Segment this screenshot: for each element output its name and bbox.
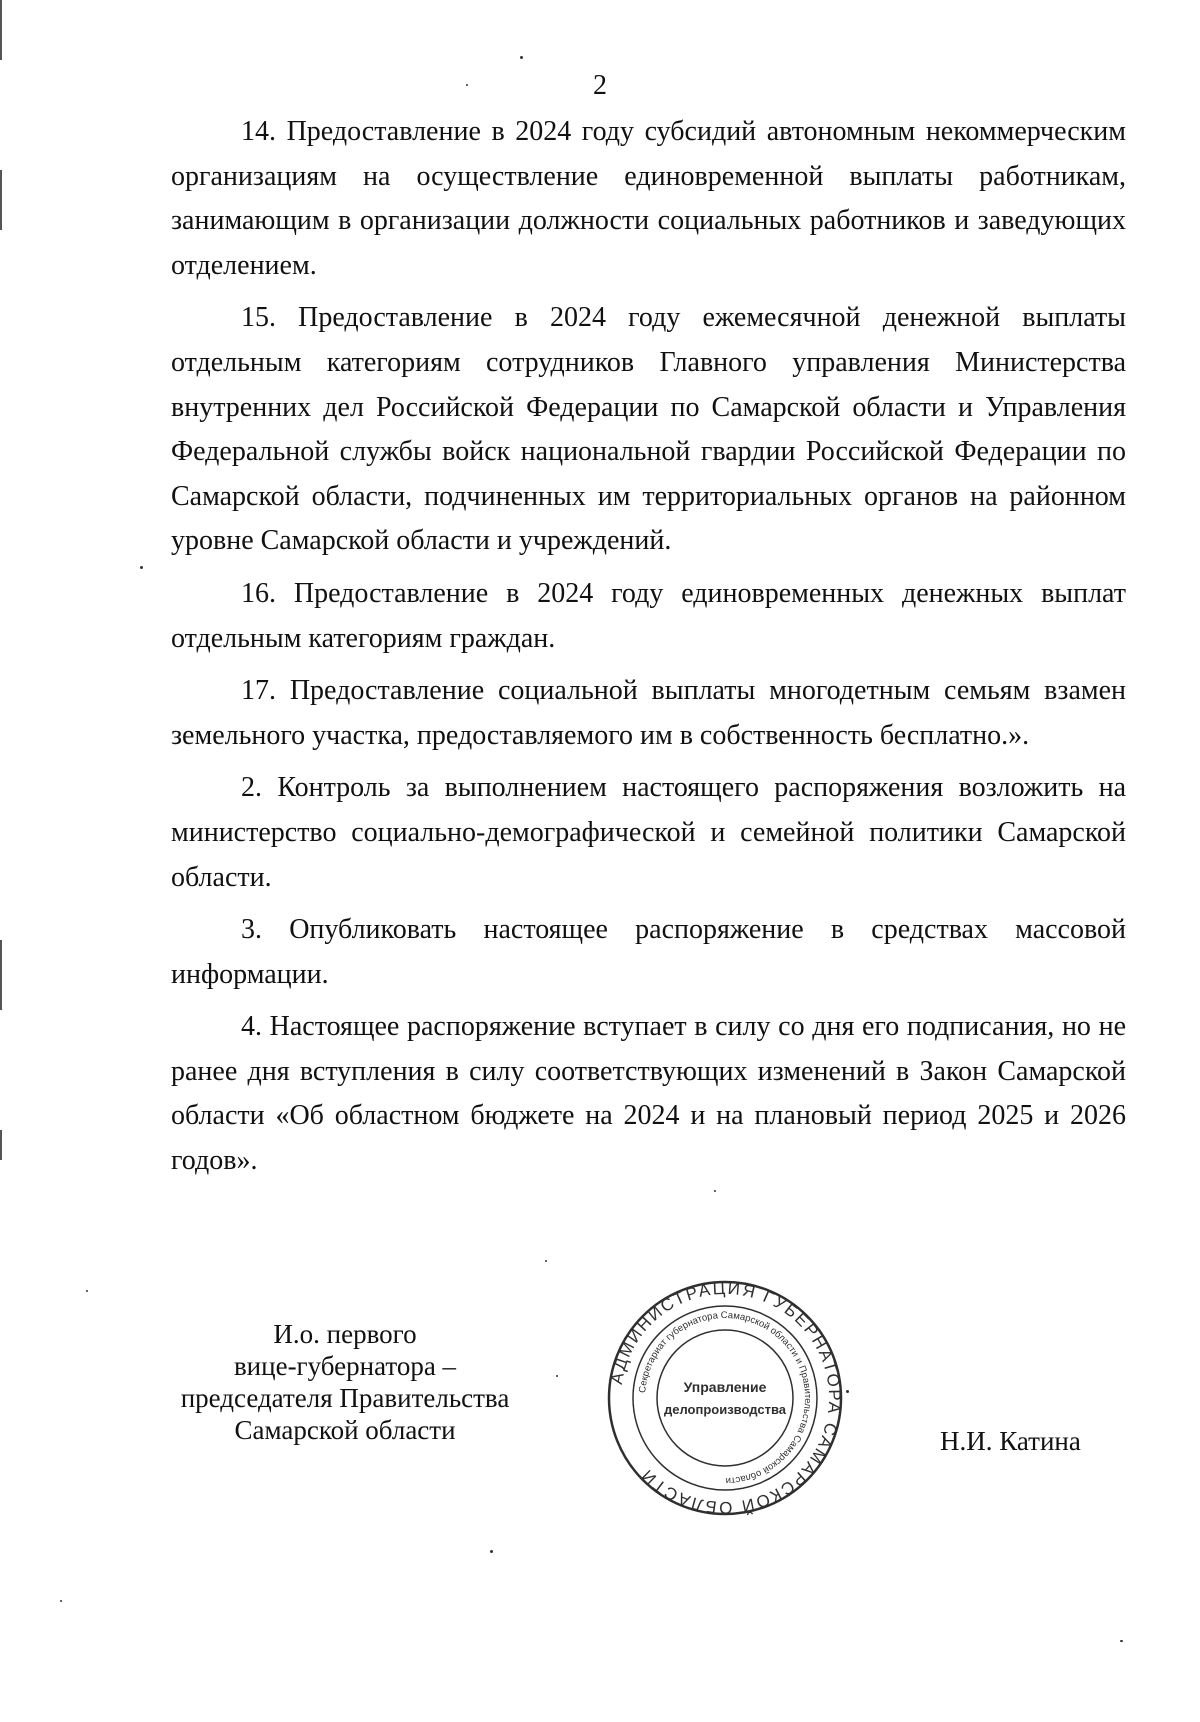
seal-center-line-2: делопроизводства	[663, 1402, 787, 1417]
seal-inner-text: Секретариат губернатора Самарской области и Правительства Самарской области	[637, 1309, 814, 1487]
scan-speck	[846, 1390, 849, 1393]
scan-edge-mark	[0, 170, 2, 230]
document-body	[171, 110, 1126, 1192]
seal-middle-ring	[633, 1306, 817, 1490]
seal-inner-ring	[657, 1330, 793, 1466]
scan-speck	[714, 1190, 716, 1192]
scan-speck	[86, 1290, 88, 1292]
signatory-title-line: председателя Правительства	[180, 1383, 510, 1413]
signatory-title-line: вице-губернатора –	[233, 1351, 457, 1381]
scan-speck	[490, 1550, 493, 1553]
scan-edge-mark	[0, 1130, 2, 1160]
paragraph-control: 2. Контроль за выполнением настоящего распоряжения возложить на министерство социально-демографической и семейной политики Самарской области.	[171, 772, 1126, 893]
scan-speck	[520, 56, 523, 59]
signatory-name: Н.И. Катина	[940, 1426, 1081, 1456]
paragraph-16: 16. Предоставление в 2024 году единовременных денежных выплат отдельным категориям граждан.	[171, 577, 1126, 654]
scan-speck	[140, 566, 143, 569]
page-number: 2	[593, 70, 607, 101]
scan-speck	[556, 1375, 558, 1377]
paragraph-17: 17. Предоставление социальной выплаты многодетным семьям взамен земельного участка, предоставляемого им в собственность бесплатно.».	[171, 675, 1126, 751]
scan-speck	[545, 1260, 547, 1262]
scan-speck	[1120, 1640, 1123, 1642]
signatory-title-line: Самарской области	[234, 1415, 456, 1445]
paragraph-effective: 4. Настоящее распоряжение вступает в силу со дня его подписания, но не ранее дня вступления в силу соответствующих изменений в Закон Самарской области «Об областном бюджете на 2024 и на плановый период 2025 и 2026 годов».	[171, 1011, 1126, 1177]
scan-speck	[466, 84, 468, 86]
paragraph-15: 15. Предоставление в 2024 году ежемесячной денежной выплаты отдельным категориям сотрудников Главного управления Министерства внутренних дел Российской Федерации по Самарской области и Управления Федеральной службы войск национальной гвардии Российской Федерации по Самарской области, подчиненных им территориальных органов на районном уровне Самарской области и учреждений.	[171, 302, 1126, 557]
paragraph-14: 14. Предоставление в 2024 году субсидий автономным некоммерческим организациям на осуществление единовременной выплаты работникам, занимающим в организации должности социальных работников и заведующих отделением.	[171, 116, 1126, 281]
paragraph-publish: 3. Опубликовать настоящее распоряжение в средствах массовой информации.	[171, 914, 1126, 990]
signatory-title	[160, 1318, 530, 1446]
official-seal	[605, 1278, 845, 1518]
seal-outer-text: АДМИНИСТРАЦИЯ ГУБЕРНАТОРА САМАРСКОЙ ОБЛАСТИ	[606, 1278, 845, 1518]
seal-center-line-1: Управление	[683, 1379, 767, 1395]
scan-edge-mark	[0, 0, 2, 60]
scan-edge-mark	[0, 940, 2, 1010]
scan-speck	[60, 1600, 62, 1602]
signatory-title-line: И.о. первого	[273, 1319, 417, 1349]
